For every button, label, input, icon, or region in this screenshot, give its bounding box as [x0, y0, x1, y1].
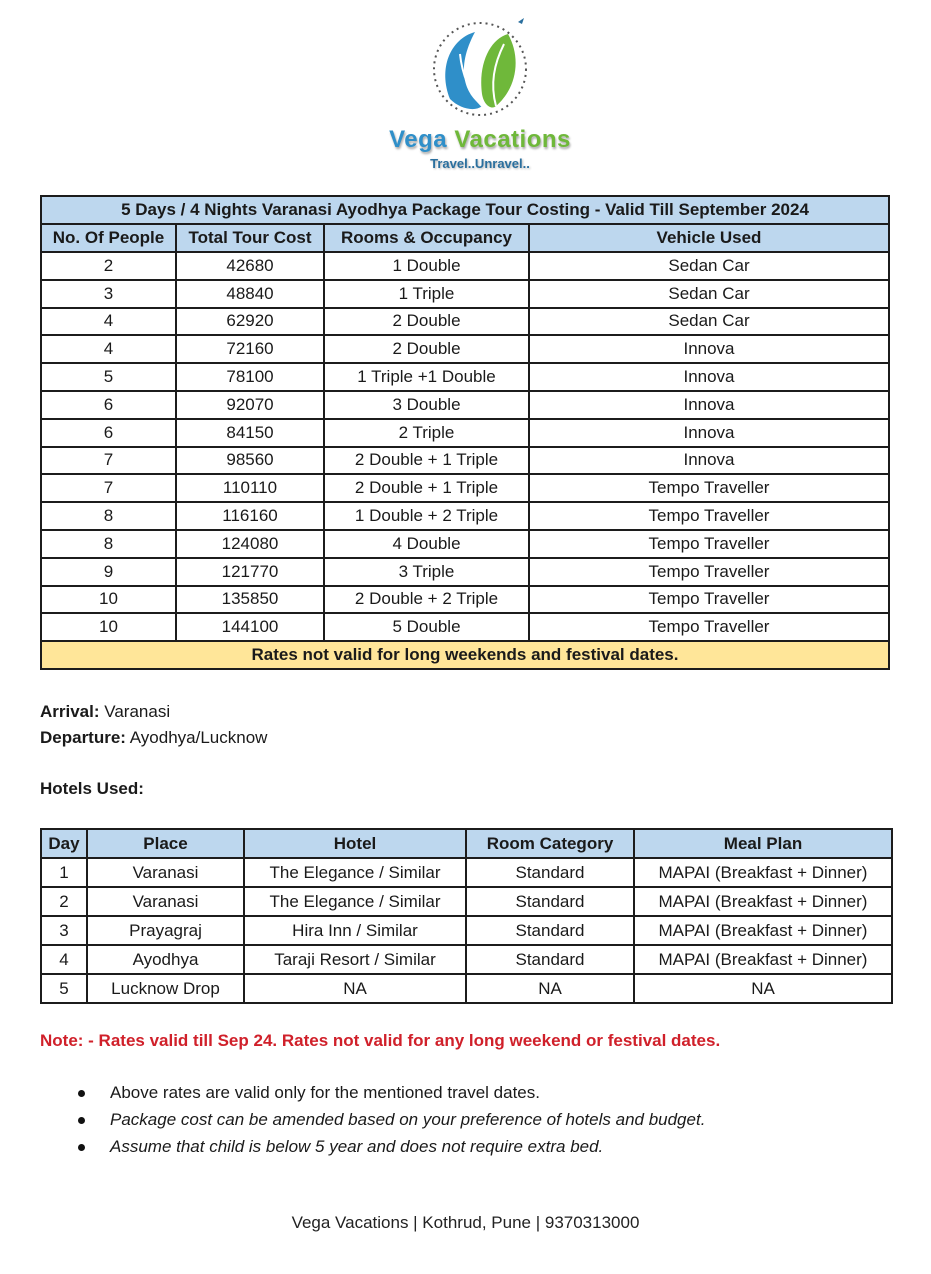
brand-name: [380, 126, 580, 154]
cell-occupancy: 1 Double: [324, 252, 529, 280]
cell-meal-plan: MAPAI (Breakfast + Dinner): [634, 916, 892, 945]
cell-occupancy: 1 Double + 2 Triple: [324, 502, 529, 530]
table-row: [41, 474, 889, 502]
cell-vehicle: Tempo Traveller: [529, 613, 889, 641]
cell-room-category: Standard: [466, 916, 634, 945]
table-footer-row: [41, 641, 889, 669]
cell-room-category: Standard: [466, 858, 634, 887]
table-row: [41, 887, 892, 916]
cell-occupancy: 4 Double: [324, 530, 529, 558]
cell-day: 5: [41, 974, 87, 1003]
cell-cost: 92070: [176, 391, 324, 419]
header-total-tour-cost: Total Tour Cost: [176, 224, 324, 252]
cell-hotel: The Elegance / Similar: [244, 858, 466, 887]
header-meal-plan: Meal Plan: [634, 829, 892, 858]
header-vehicle-used: Vehicle Used: [529, 224, 889, 252]
cell-people: 4: [41, 335, 176, 363]
cell-vehicle: Sedan Car: [529, 308, 889, 336]
cell-cost: 84150: [176, 419, 324, 447]
bullet-icon: [78, 1090, 85, 1097]
departure-value: Ayodhya/Lucknow: [129, 728, 268, 747]
cell-cost: 110110: [176, 474, 324, 502]
cell-vehicle: Sedan Car: [529, 280, 889, 308]
hotels-table-body: [41, 858, 892, 1003]
table-row: [41, 530, 889, 558]
cell-vehicle: Tempo Traveller: [529, 502, 889, 530]
tour-cost-table: [40, 195, 890, 670]
cell-hotel: NA: [244, 974, 466, 1003]
hotels-header-row: [41, 829, 892, 858]
table-row: [41, 558, 889, 586]
table-footer-note: Rates not valid for long weekends and festival dates.: [41, 641, 889, 669]
cell-people: 8: [41, 530, 176, 558]
cell-day: 3: [41, 916, 87, 945]
bullet-icon: [78, 1144, 85, 1151]
cell-people: 7: [41, 474, 176, 502]
cell-people: 2: [41, 252, 176, 280]
table-row: [41, 308, 889, 336]
cell-vehicle: Innova: [529, 363, 889, 391]
cell-meal-plan: NA: [634, 974, 892, 1003]
hotels-heading: [40, 779, 144, 799]
brand-name-part2: Vacations: [454, 126, 571, 153]
table-row: [41, 252, 889, 280]
cell-vehicle: Tempo Traveller: [529, 530, 889, 558]
table-row: [41, 502, 889, 530]
cell-people: 4: [41, 308, 176, 336]
cell-vehicle: Tempo Traveller: [529, 586, 889, 614]
cell-occupancy: 3 Double: [324, 391, 529, 419]
hotels-table: [40, 828, 893, 1004]
table-row: [41, 974, 892, 1003]
arrival-line: [40, 702, 170, 722]
table-row: [41, 916, 892, 945]
cell-occupancy: 5 Double: [324, 613, 529, 641]
cell-cost: 124080: [176, 530, 324, 558]
cell-place: Prayagraj: [87, 916, 244, 945]
table-row: [41, 447, 889, 475]
arrival-value: Varanasi: [104, 702, 171, 721]
cell-day: 4: [41, 945, 87, 974]
cell-people: 6: [41, 391, 176, 419]
table-row: [41, 335, 889, 363]
cell-cost: 62920: [176, 308, 324, 336]
table-title-row: [41, 196, 889, 224]
cell-room-category: NA: [466, 974, 634, 1003]
terms-item: Assume that child is below 5 year and does not require extra bed.: [78, 1137, 705, 1164]
cell-cost: 42680: [176, 252, 324, 280]
cell-day: 1: [41, 858, 87, 887]
cell-vehicle: Tempo Traveller: [529, 558, 889, 586]
contact-footer: Vega Vacations | Kothrud, Pune | 9370313000: [291, 1213, 640, 1232]
terms-item: Package cost can be amended based on your preference of hotels and budget.: [78, 1110, 705, 1137]
header-hotel: Hotel: [244, 829, 466, 858]
cell-occupancy: 2 Triple: [324, 419, 529, 447]
header-room-category: Room Category: [466, 829, 634, 858]
cell-hotel: Hira Inn / Similar: [244, 916, 466, 945]
table-row: [41, 613, 889, 641]
cell-place: Ayodhya: [87, 945, 244, 974]
brand-name-part1: Vega: [389, 126, 448, 153]
cell-people: 8: [41, 502, 176, 530]
cell-vehicle: Innova: [529, 391, 889, 419]
table-row: [41, 280, 889, 308]
cell-cost: 121770: [176, 558, 324, 586]
cell-cost: 144100: [176, 613, 324, 641]
table-title: 5 Days / 4 Nights Varanasi Ayodhya Package Tour Costing - Valid Till September 2024: [41, 196, 889, 224]
cell-day: 2: [41, 887, 87, 916]
cell-occupancy: 2 Double + 1 Triple: [324, 474, 529, 502]
departure-line: [40, 728, 267, 748]
header-rooms-occupancy: Rooms & Occupancy: [324, 224, 529, 252]
cell-meal-plan: MAPAI (Breakfast + Dinner): [634, 887, 892, 916]
cell-occupancy: 2 Double: [324, 308, 529, 336]
cell-cost: 116160: [176, 502, 324, 530]
cell-meal-plan: MAPAI (Breakfast + Dinner): [634, 858, 892, 887]
cell-people: 6: [41, 419, 176, 447]
cell-hotel: The Elegance / Similar: [244, 887, 466, 916]
cell-place: Varanasi: [87, 858, 244, 887]
validity-note: Note: - Rates valid till Sep 24. Rates not valid for any long weekend or festival dates.: [40, 1031, 721, 1050]
brand-tagline: Travel..Unravel..: [430, 156, 530, 171]
header-day: Day: [41, 829, 87, 858]
cost-table-body: [41, 252, 889, 641]
brand-logo: [380, 14, 580, 174]
terms-item: Above rates are valid only for the mentioned travel dates.: [78, 1083, 705, 1110]
cell-room-category: Standard: [466, 887, 634, 916]
table-row: [41, 391, 889, 419]
cell-cost: 72160: [176, 335, 324, 363]
cell-vehicle: Innova: [529, 335, 889, 363]
table-row: [41, 586, 889, 614]
cell-place: Lucknow Drop: [87, 974, 244, 1003]
cell-room-category: Standard: [466, 945, 634, 974]
cell-cost: 48840: [176, 280, 324, 308]
terms-list: [78, 1083, 705, 1164]
cell-occupancy: 1 Triple +1 Double: [324, 363, 529, 391]
table-row: [41, 363, 889, 391]
cell-occupancy: 3 Triple: [324, 558, 529, 586]
cell-occupancy: 2 Double: [324, 335, 529, 363]
table-row: [41, 945, 892, 974]
cell-vehicle: Innova: [529, 447, 889, 475]
table-header-row: [41, 224, 889, 252]
cell-occupancy: 1 Triple: [324, 280, 529, 308]
cell-people: 10: [41, 613, 176, 641]
cell-people: 10: [41, 586, 176, 614]
cell-occupancy: 2 Double + 1 Triple: [324, 447, 529, 475]
header-no-of-people: No. Of People: [41, 224, 176, 252]
cell-meal-plan: MAPAI (Breakfast + Dinner): [634, 945, 892, 974]
cell-place: Varanasi: [87, 887, 244, 916]
cell-people: 9: [41, 558, 176, 586]
table-row: [41, 419, 889, 447]
cell-vehicle: Innova: [529, 419, 889, 447]
cell-hotel: Taraji Resort / Similar: [244, 945, 466, 974]
table-row: [41, 858, 892, 887]
cell-people: 5: [41, 363, 176, 391]
departure-label: Departure:: [40, 728, 126, 747]
arrival-label: Arrival:: [40, 702, 100, 721]
cell-vehicle: Tempo Traveller: [529, 474, 889, 502]
cell-occupancy: 2 Double + 2 Triple: [324, 586, 529, 614]
cell-people: 3: [41, 280, 176, 308]
hotels-heading-text: Hotels Used:: [40, 779, 144, 798]
cell-vehicle: Sedan Car: [529, 252, 889, 280]
cell-cost: 78100: [176, 363, 324, 391]
bullet-icon: [78, 1117, 85, 1124]
cell-people: 7: [41, 447, 176, 475]
cell-cost: 98560: [176, 447, 324, 475]
leaf-globe-icon: [420, 14, 540, 124]
cell-cost: 135850: [176, 586, 324, 614]
header-place: Place: [87, 829, 244, 858]
